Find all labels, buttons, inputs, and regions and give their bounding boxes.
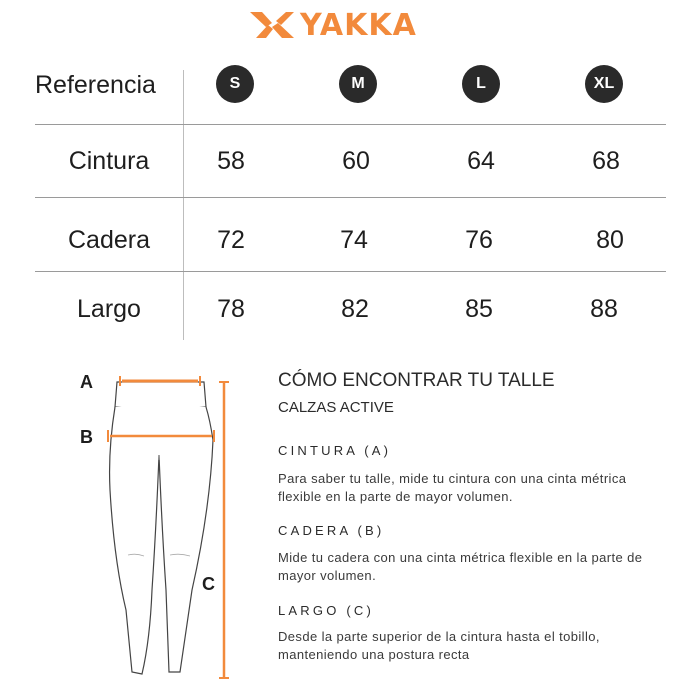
cell-value: 68 xyxy=(592,147,620,175)
table-divider xyxy=(35,197,666,198)
table-row xyxy=(35,210,666,270)
yakka-x-logo-icon xyxy=(248,10,294,40)
table-divider xyxy=(35,124,666,125)
header-label: Referencia xyxy=(35,71,156,99)
size-badge-s: S xyxy=(216,65,254,103)
row-label-cadera: Cadera xyxy=(68,226,150,254)
row-label-cintura: Cintura xyxy=(68,147,150,175)
section-text-cintura: Para saber tu talle, mide tu cintura con una cinta métrica flexible en la parte de mayor volumen. xyxy=(278,471,627,504)
size-badge-xl: XL xyxy=(585,65,623,103)
cell-value: 72 xyxy=(217,226,245,254)
table-divider xyxy=(35,271,666,272)
section-text-cadera: Mide tu cadera con una cinta métrica flexible en la parte de mayor volumen. xyxy=(278,550,643,583)
cell-value: 76 xyxy=(465,226,493,254)
guide-title: CÓMO ENCONTRAR TU TALLE xyxy=(278,370,555,391)
cell-value: 60 xyxy=(342,147,370,175)
cell-value: 82 xyxy=(341,295,369,323)
section-heading-largo: LARGO (C) xyxy=(278,603,374,618)
cell-value: 85 xyxy=(465,295,493,323)
cell-value: 74 xyxy=(340,226,368,254)
size-badge-m: M xyxy=(339,65,377,103)
label-b: B xyxy=(80,427,93,447)
table-row xyxy=(35,280,666,340)
leggings-diagram xyxy=(70,360,250,690)
table-header-row xyxy=(35,60,666,120)
label-c: C xyxy=(202,574,215,594)
brand-logo xyxy=(248,8,448,42)
cell-value: 64 xyxy=(467,147,495,175)
cell-value: 78 xyxy=(217,295,245,323)
label-a: A xyxy=(80,372,93,392)
section-text-largo: Desde la parte superior de la cintura hasta el tobillo, manteniendo una postura recta xyxy=(278,629,600,662)
cell-value: 88 xyxy=(590,295,618,323)
table-row xyxy=(35,132,666,192)
row-label-largo: Largo xyxy=(77,295,141,323)
cell-value: 58 xyxy=(217,147,245,175)
section-heading-cadera: CADERA (B) xyxy=(278,523,385,538)
size-badge-l: L xyxy=(462,65,500,103)
leggings-outline-icon xyxy=(70,360,250,690)
guide-subtitle: CALZAS ACTIVE xyxy=(278,399,394,416)
brand-name: YAKKA xyxy=(300,7,417,43)
cell-value: 80 xyxy=(596,226,624,254)
section-heading-cintura: CINTURA (A) xyxy=(278,443,392,458)
